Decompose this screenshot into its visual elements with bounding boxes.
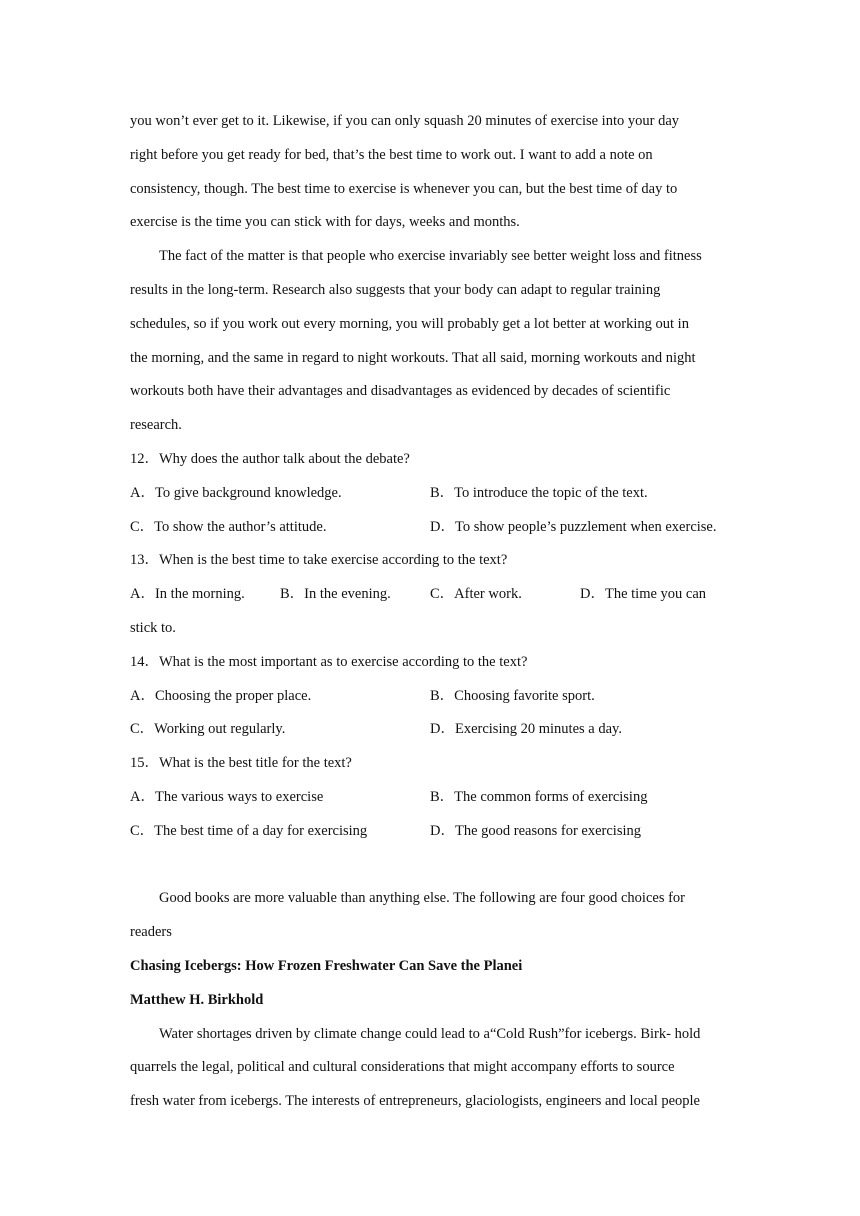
option-d: D．The time you can [580, 586, 707, 603]
text-line: Good books are more valuable than anything else. The following are four good choices for [159, 890, 686, 907]
section-spacer [130, 849, 740, 883]
option-b: B．In the evening. [280, 586, 391, 603]
option-c: C．After work. [430, 586, 522, 603]
question-stem: 14．What is the most important as to exercise according to the text? [130, 653, 528, 670]
text-line: The fact of the matter is that people who exercise invariably see better weight loss and fitness [159, 248, 702, 265]
options-row [130, 511, 740, 545]
question-13 [130, 544, 740, 645]
question-stem: 13．When is the best time to take exercise according to the text? [130, 552, 508, 569]
document-content [130, 105, 740, 1119]
intro-paragraph-end [130, 105, 740, 240]
option-a: A．The various ways to exercise [130, 788, 324, 805]
text-line: the morning, and the same in regard to night workouts. That all said, morning workouts and night [130, 349, 696, 366]
question-14 [130, 646, 740, 747]
paragraph-2 [130, 240, 740, 443]
option-d: D．Exercising 20 minutes a day. [430, 721, 622, 738]
option-a: A．In the morning. [130, 586, 245, 603]
option-a: A．Choosing the proper place. [130, 687, 312, 704]
options-row [130, 815, 740, 849]
option-d: D．The good reasons for exercising [430, 822, 641, 839]
text-line: schedules, so if you work out every morning, you will probably get a lot better at working out in [130, 315, 689, 332]
option-c: C．The best time of a day for exercising [130, 822, 368, 839]
option-c: C．To show the author’s attitude. [130, 518, 327, 535]
options-row [130, 713, 740, 747]
text-line: quarrels the legal, political and cultural considerations that might accompany efforts to source [130, 1059, 675, 1076]
option-b: B．To introduce the topic of the text. [430, 484, 648, 501]
text-line: exercise is the time you can stick with for days, weeks and months. [130, 214, 520, 231]
text-line: fresh water from icebergs. The interests of entrepreneurs, glaciologists, engineers and local people [130, 1093, 700, 1110]
text-line: research. [130, 417, 182, 434]
options-row [130, 578, 740, 612]
option-b: B．Choosing favorite sport. [430, 687, 595, 704]
text-line: results in the long-term. Research also suggests that your body can adapt to regular training [130, 281, 661, 298]
book-title: Chasing Icebergs: How Frozen Freshwater Can Save the Planei [130, 957, 523, 974]
question-12 [130, 443, 740, 544]
text-line: right before you get ready for bed, that’s the best time to work out. I want to add a note on [130, 146, 653, 163]
option-d-continued: stick to. [130, 619, 176, 636]
text-line: consistency, though. The best time to exercise is whenever you can, but the best time of day to [130, 180, 678, 197]
options-row [130, 781, 740, 815]
text-line: you won’t ever get to it. Likewise, if you can only squash 20 minutes of exercise into your day [130, 113, 680, 129]
option-b: B．The common forms of exercising [430, 788, 648, 805]
options-row [130, 477, 740, 511]
question-stem: 12．Why does the author talk about the debate? [130, 450, 410, 467]
options-row [130, 680, 740, 714]
text-line: Water shortages driven by climate change could lead to a“Cold Rush”for icebergs. Birk- hold [159, 1025, 701, 1042]
text-line: workouts both have their advantages and disadvantages as evidenced by decades of scientific [130, 383, 671, 400]
option-d: D．To show people’s puzzlement when exercise. [430, 518, 717, 535]
passage-2 [130, 882, 740, 1119]
question-stem: 15．What is the best title for the text? [130, 755, 352, 772]
option-c: C．Working out regularly. [130, 721, 286, 738]
option-a: A．To give background knowledge. [130, 484, 342, 501]
book-author: Matthew H. Birkhold [130, 991, 264, 1008]
question-15 [130, 747, 740, 848]
text-line: readers [130, 924, 172, 941]
